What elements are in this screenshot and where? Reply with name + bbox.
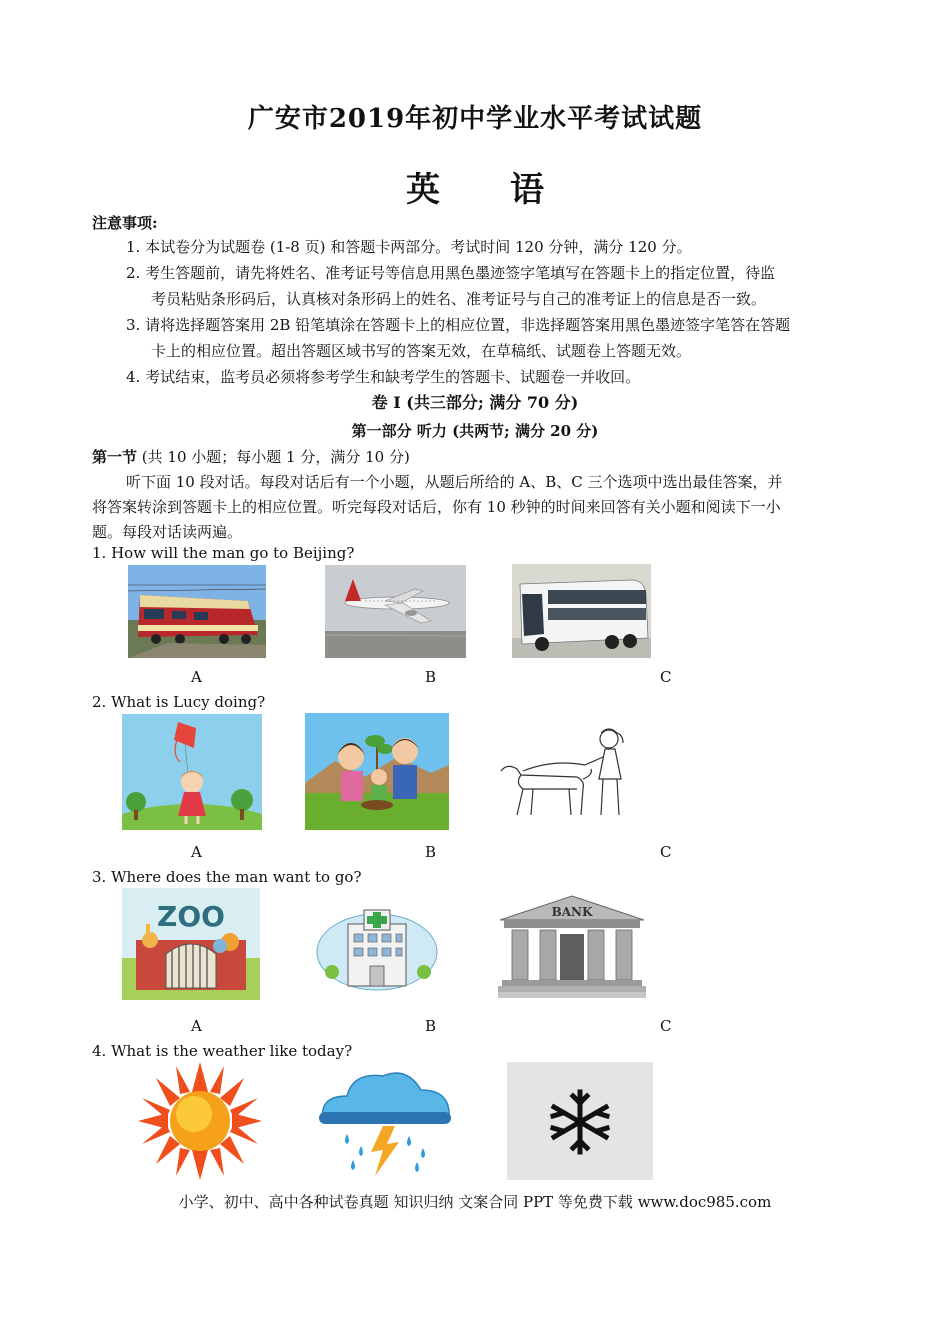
flying-kite-image <box>122 714 262 830</box>
thunderstorm-image <box>313 1062 457 1180</box>
question-text: 2. What is Lucy doing? <box>92 693 266 711</box>
notice-heading: 注意事项: <box>92 214 158 232</box>
airplane-image <box>325 565 466 658</box>
subject-title: 英语 <box>406 170 614 210</box>
section-heading <box>92 447 410 467</box>
notice-item: 4. 考试结束，监考员必须将参考学生和缺考学生的答题卡、试题卷一并收回。 <box>126 368 641 386</box>
zoo-sign-text: ZOO <box>157 900 225 933</box>
option-label: C <box>660 1017 672 1035</box>
section-info: (共 10 小题；每小题 1 分，满分 10 分) <box>137 448 410 466</box>
zoo-image <box>122 888 260 1000</box>
option-label: A <box>191 668 202 686</box>
page-footer: 小学、初中、高中各种试卷真题 知识归纳 文案合同 PPT 等免费下载 www.doc985.com <box>178 1193 772 1211</box>
question-text: 3. Where does the man want to go? <box>92 868 362 886</box>
instruction-line: 听下面 10 段对话。每段对话后有一个小题，从题后所给的 A、B、C 三个选项中选出最佳答案，并 <box>126 473 783 491</box>
planting-tree-image <box>305 713 449 830</box>
instruction-line: 将答案转涂到答题卡上的相应位置。听完每段对话后，你有 10 秒钟的时间来回答有关小题和阅读下一小 <box>92 498 781 516</box>
sun-image <box>128 1062 272 1180</box>
part-heading: 第一部分 听力 (共两节; 满分 20 分) <box>351 422 599 440</box>
question-text: 4. What is the weather like today? <box>92 1042 353 1060</box>
bank-image <box>498 894 646 1000</box>
walking-dog-image <box>493 719 637 827</box>
notice-item: 卡上的相应位置。超出答题区域书写的答案无效，在草稿纸、试题卷上答题无效。 <box>151 342 692 360</box>
exam-title: 广安市2019年初中学业水平考试试题 <box>247 104 703 134</box>
option-label: B <box>425 1017 437 1035</box>
option-label: A <box>191 843 202 861</box>
option-label: B <box>425 843 437 861</box>
train-image <box>128 565 266 658</box>
notice-item: 2. 考生答题前，请先将姓名、准考证号等信息用黑色墨迹签字笔填写在答题卡上的指定位置，待监 <box>126 264 776 282</box>
notice-item: 考员粘贴条形码后，认真核对条形码上的姓名、准考证号与自己的准考证上的信息是否一致。 <box>151 290 767 308</box>
section-title: 第一节 <box>92 448 138 466</box>
bank-sign-text: BANK <box>551 905 593 919</box>
notice-item: 3. 请将选择题答案用 2B 铅笔填涂在答题卡上的相应位置，非选择题答案用黑色墨迹签字笔答在答题 <box>126 316 791 334</box>
instruction-line: 题。每段对话读两遍。 <box>92 523 243 541</box>
option-label: C <box>660 843 672 861</box>
snowflake-image <box>507 1062 653 1180</box>
option-label: C <box>660 668 672 686</box>
question-text: 1. How will the man go to Beijing? <box>92 544 355 562</box>
hospital-image <box>302 888 452 1000</box>
bus-image <box>512 564 651 658</box>
volume-heading: 卷 I (共三部分; 满分 70 分) <box>371 393 579 412</box>
option-label: A <box>191 1017 202 1035</box>
option-label: B <box>425 668 437 686</box>
notice-item: 1. 本试卷分为试题卷 (1-8 页) 和答题卡两部分。考试时间 120 分钟，满分 120 分。 <box>126 238 692 256</box>
